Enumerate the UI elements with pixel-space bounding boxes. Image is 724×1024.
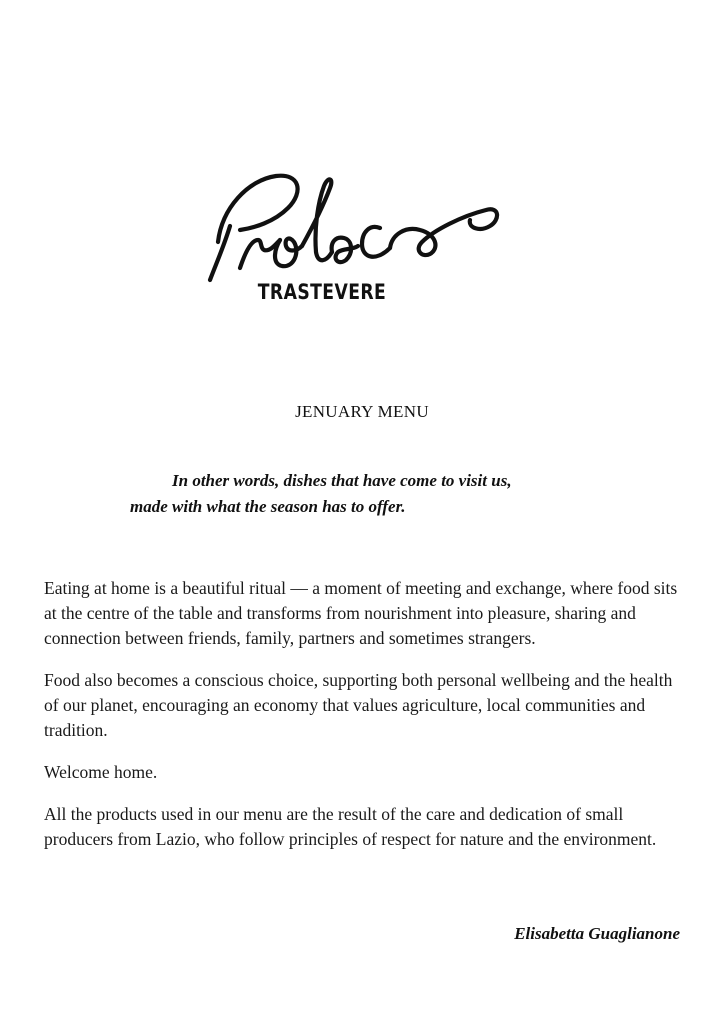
paragraph-ritual: Eating at home is a beautiful ritual — a moment of meeting and exchange, where food sits at the centre of the table and transforms from nourishment into pleasure, sharing and connection between friends, family, partners and sometimes strangers. bbox=[44, 578, 678, 648]
proloco-script-logo bbox=[200, 168, 510, 288]
menu-tagline bbox=[100, 468, 620, 520]
intro-text bbox=[44, 576, 686, 869]
tagline-line-2: made with what the season has to offer. bbox=[130, 497, 406, 516]
logo-subtitle: TRASTEVERE bbox=[257, 280, 387, 304]
proloco-logo bbox=[200, 168, 510, 288]
tagline-line-1: In other words, dishes that have come to visit us, bbox=[172, 471, 512, 490]
paragraph-conscious-choice: Food also becomes a conscious choice, supporting both personal wellbeing and the health of our planet, encouraging an economy that values agriculture, local communities and tradition. bbox=[44, 670, 673, 740]
menu-title: JENUARY MENU bbox=[295, 402, 429, 421]
paragraph-products: All the products used in our menu are the result of the care and dedication of small producers from Lazio, who follow principles of respect for nature and the environment. bbox=[44, 804, 657, 849]
signature: Elisabetta Guaglianone bbox=[514, 924, 680, 943]
paragraph-welcome: Welcome home. bbox=[44, 762, 158, 782]
